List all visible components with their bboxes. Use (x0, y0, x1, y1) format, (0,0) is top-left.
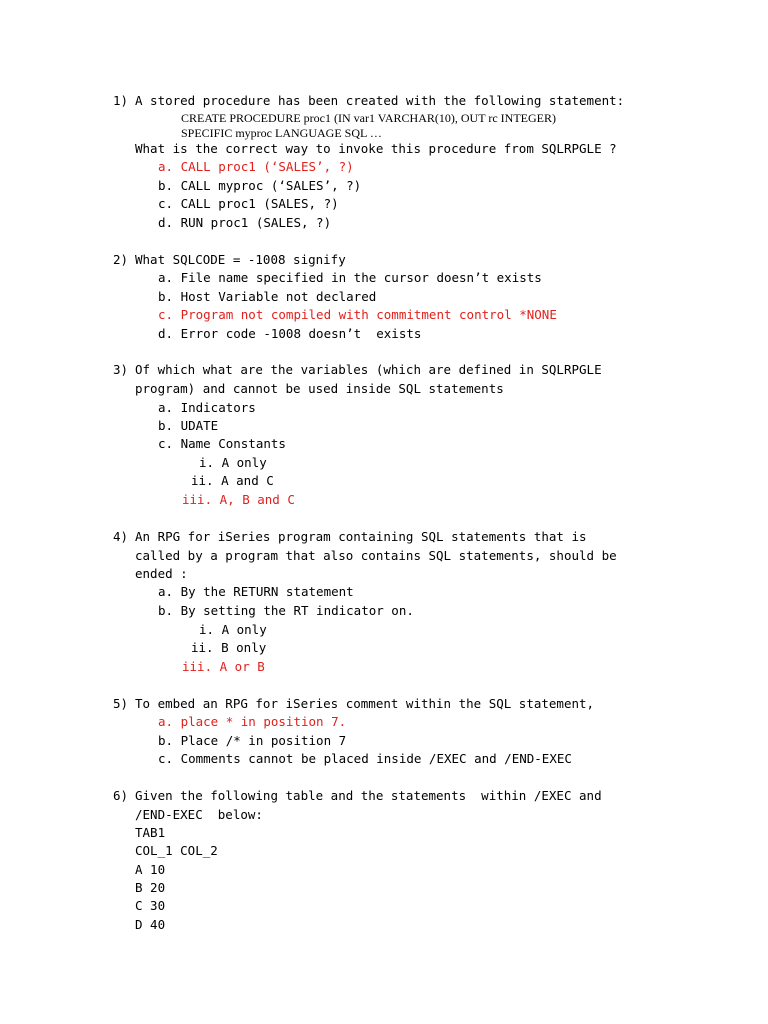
question-text: An RPG for iSeries program containing SQL statements that is (135, 529, 587, 544)
table-name: TAB1 (135, 825, 166, 840)
question-text: Given the following table and the statements within /EXEC and (135, 788, 602, 803)
option: c. CALL proc1 (SALES, ?) (158, 196, 339, 211)
question-text: What SQLCODE = -1008 signify (135, 252, 346, 267)
table-row: A 10 (135, 862, 166, 877)
option: b. CALL myproc (‘SALES’, ?) (158, 178, 362, 193)
option: b. Host Variable not declared (158, 289, 377, 304)
option: a. Indicators (158, 400, 256, 415)
answer-choice: i. A only (199, 622, 267, 637)
question-text: called by a program that also contains SQL statements, should be (135, 548, 617, 563)
code-line: SPECIFIC myproc LANGUAGE SQL … (181, 126, 382, 140)
answer-choice: ii. B only (191, 640, 267, 655)
option: c. Name Constants (158, 436, 286, 451)
question-text: program) and cannot be used inside SQL statements (135, 381, 504, 396)
question-text: What is the correct way to invoke this procedure from SQLRPGLE ? (135, 141, 617, 156)
question-number: 5) (113, 696, 129, 711)
option-correct: a. place * in position 7. (158, 714, 347, 729)
option: d. Error code -1008 doesn’t exists (158, 326, 422, 341)
option: b. Place /* in position 7 (158, 733, 347, 748)
question-number: 1) (113, 93, 129, 108)
option-correct: a. CALL proc1 (‘SALES’, ?) (158, 159, 354, 174)
option: a. File name specified in the cursor doesn’t exists (158, 270, 542, 285)
question-number: 4) (113, 529, 129, 544)
question-text: A stored procedure has been created with the following statement: (135, 93, 625, 108)
option-correct: c. Program not compiled with commitment control *NONE (158, 307, 557, 322)
answer-choice: i. A only (199, 455, 267, 470)
question-text: Of which what are the variables (which are defined in SQLRPGLE (135, 362, 602, 377)
question-number: 3) (113, 362, 129, 377)
table-row: C 30 (135, 898, 166, 913)
option: b. UDATE (158, 418, 219, 433)
table-row: D 40 (135, 917, 166, 932)
question-number: 2) (113, 252, 129, 267)
question-text: /END-EXEC below: (135, 807, 263, 822)
question-number: 6) (113, 788, 129, 803)
option: a. By the RETURN statement (158, 584, 354, 599)
code-line: CREATE PROCEDURE proc1 (IN var1 VARCHAR(10), OUT rc INTEGER) (181, 111, 556, 125)
answer-choice-correct: iii. A, B and C (182, 492, 295, 507)
table-header: COL_1 COL_2 (135, 843, 218, 858)
option: c. Comments cannot be placed inside /EXEC and /END-EXEC (158, 751, 572, 766)
question-text: ended : (135, 566, 188, 581)
option: b. By setting the RT indicator on. (158, 603, 414, 618)
option: d. RUN proc1 (SALES, ?) (158, 215, 332, 230)
question-text: To embed an RPG for iSeries comment within the SQL statement, (135, 696, 595, 711)
answer-choice-correct: iii. A or B (182, 659, 265, 674)
answer-choice: ii. A and C (191, 473, 274, 488)
table-row: B 20 (135, 880, 166, 895)
